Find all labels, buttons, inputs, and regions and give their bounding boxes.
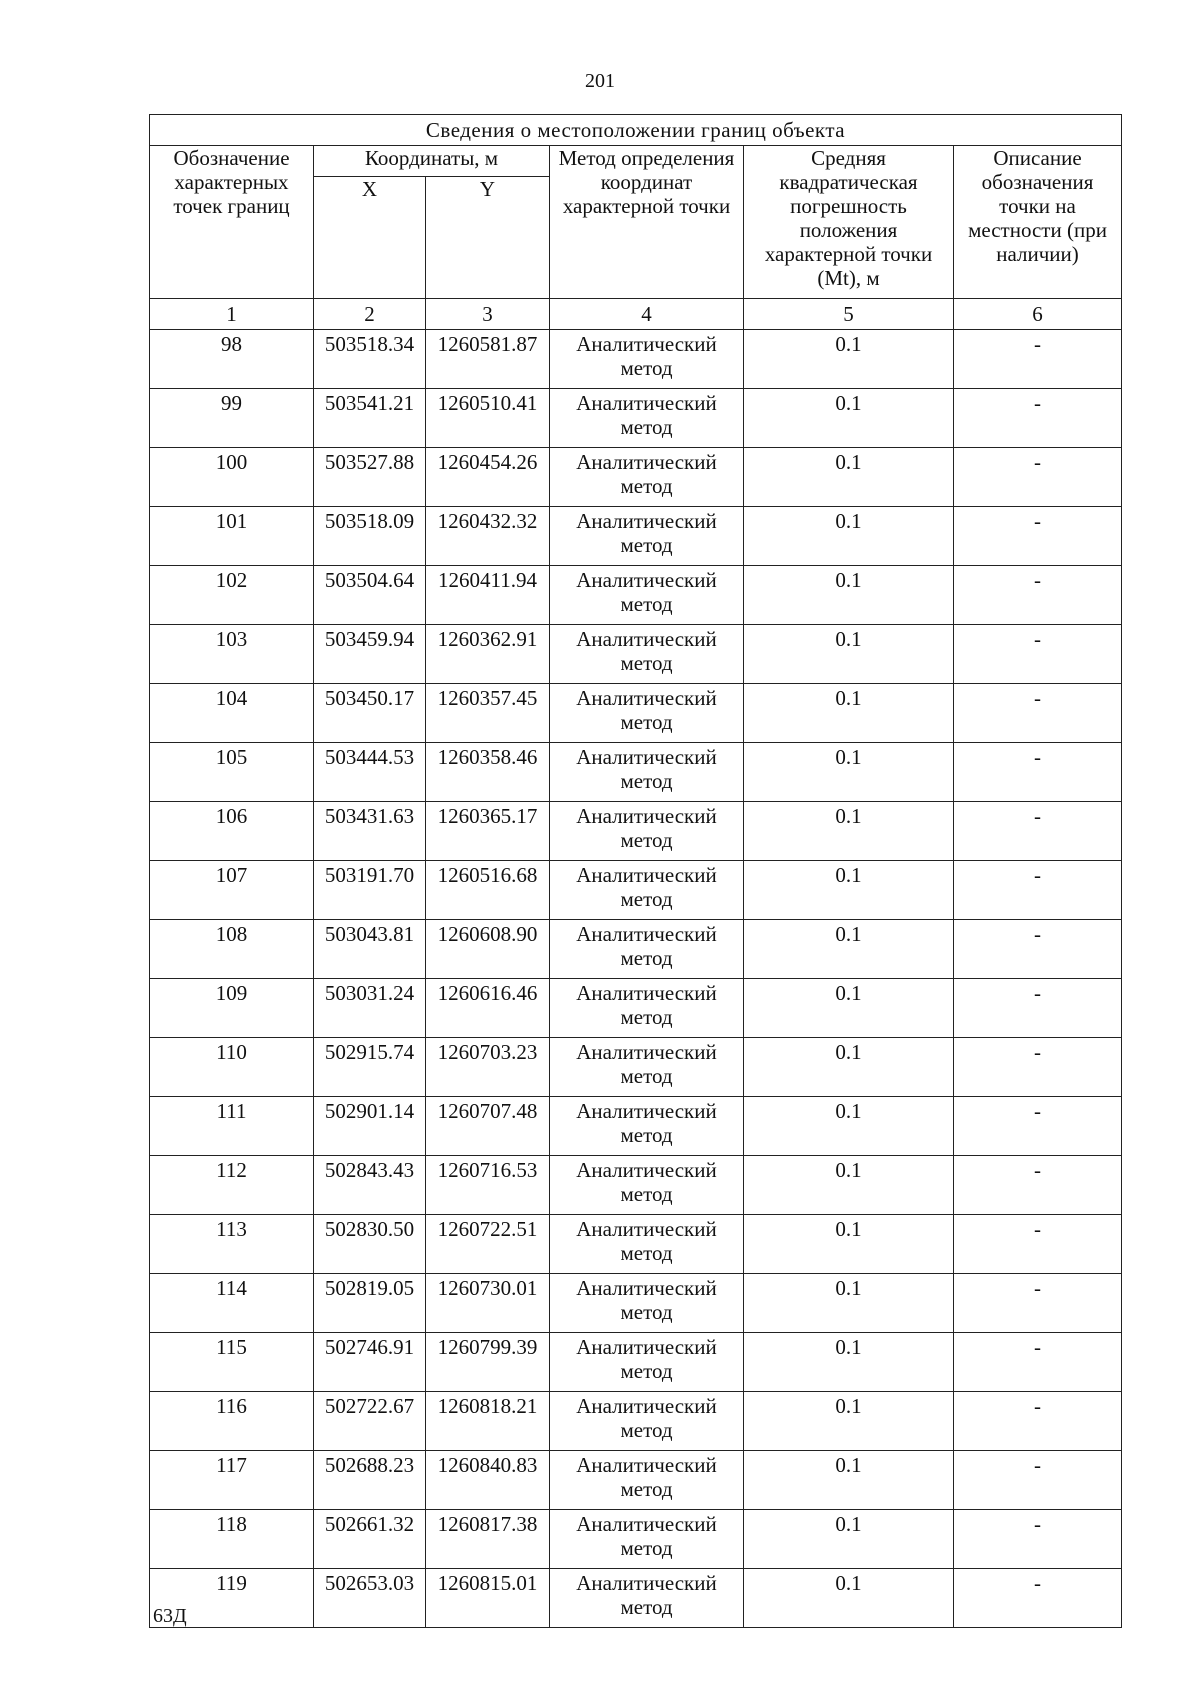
cell-description: -	[954, 389, 1122, 448]
table-row	[150, 1333, 1122, 1392]
table-body	[150, 330, 1122, 1628]
cell-y: 1260716.53	[426, 1156, 550, 1215]
table-row	[150, 1510, 1122, 1569]
table-row	[150, 743, 1122, 802]
table-row	[150, 389, 1122, 448]
cell-y: 1260616.46	[426, 979, 550, 1038]
cell-x: 503459.94	[314, 625, 426, 684]
header-point-designation: Обозначение характерных точек границ	[150, 146, 314, 299]
cell-description: -	[954, 1451, 1122, 1510]
cell-point: 108	[150, 920, 314, 979]
cell-method: Аналитический метод	[550, 1097, 744, 1156]
cell-y: 1260840.83	[426, 1451, 550, 1510]
cell-y: 1260358.46	[426, 743, 550, 802]
cell-mt: 0.1	[744, 625, 954, 684]
cell-method: Аналитический метод	[550, 920, 744, 979]
table-row	[150, 625, 1122, 684]
cell-method: Аналитический метод	[550, 1038, 744, 1097]
header-x: X	[314, 177, 426, 299]
cell-point: 105	[150, 743, 314, 802]
cell-description: -	[954, 1097, 1122, 1156]
page-number: 201	[585, 70, 615, 92]
cell-y: 1260581.87	[426, 330, 550, 389]
cell-y: 1260362.91	[426, 625, 550, 684]
table-row	[150, 1392, 1122, 1451]
cell-point: 116	[150, 1392, 314, 1451]
cell-y: 1260722.51	[426, 1215, 550, 1274]
cell-x: 502830.50	[314, 1215, 426, 1274]
cell-point: 111	[150, 1097, 314, 1156]
cell-x: 502901.14	[314, 1097, 426, 1156]
cell-point: 103	[150, 625, 314, 684]
header-y: Y	[426, 177, 550, 299]
cell-mt: 0.1	[744, 1274, 954, 1333]
cell-mt: 0.1	[744, 330, 954, 389]
cell-description: -	[954, 507, 1122, 566]
cell-description: -	[954, 684, 1122, 743]
cell-x: 503191.70	[314, 861, 426, 920]
cell-method: Аналитический метод	[550, 861, 744, 920]
cell-point: 113	[150, 1215, 314, 1274]
cell-y: 1260608.90	[426, 920, 550, 979]
cell-point: 100	[150, 448, 314, 507]
column-number: 2	[314, 299, 426, 330]
cell-x: 502661.32	[314, 1510, 426, 1569]
cell-mt: 0.1	[744, 1510, 954, 1569]
cell-point: 98	[150, 330, 314, 389]
cell-point: 114	[150, 1274, 314, 1333]
cell-mt: 0.1	[744, 979, 954, 1038]
cell-x: 503518.34	[314, 330, 426, 389]
table-title: Сведения о местоположении границ объекта	[150, 115, 1122, 146]
cell-mt: 0.1	[744, 566, 954, 625]
cell-description: -	[954, 920, 1122, 979]
cell-description: -	[954, 1392, 1122, 1451]
cell-mt: 0.1	[744, 861, 954, 920]
cell-point: 117	[150, 1451, 314, 1510]
cell-point: 110	[150, 1038, 314, 1097]
cell-description: -	[954, 1510, 1122, 1569]
cell-y: 1260818.21	[426, 1392, 550, 1451]
cell-point: 106	[150, 802, 314, 861]
cell-method: Аналитический метод	[550, 389, 744, 448]
cell-x: 503444.53	[314, 743, 426, 802]
cell-description: -	[954, 1569, 1122, 1628]
cell-x: 503518.09	[314, 507, 426, 566]
column-number: 3	[426, 299, 550, 330]
cell-mt: 0.1	[744, 920, 954, 979]
cell-mt: 0.1	[744, 1333, 954, 1392]
cell-description: -	[954, 566, 1122, 625]
cell-y: 1260817.38	[426, 1510, 550, 1569]
cell-point: 107	[150, 861, 314, 920]
cell-method: Аналитический метод	[550, 507, 744, 566]
cell-method: Аналитический метод	[550, 1156, 744, 1215]
cell-y: 1260730.01	[426, 1274, 550, 1333]
cell-method: Аналитический метод	[550, 448, 744, 507]
table-row	[150, 1097, 1122, 1156]
cell-x: 503043.81	[314, 920, 426, 979]
cell-y: 1260516.68	[426, 861, 550, 920]
cell-point: 99	[150, 389, 314, 448]
table-row	[150, 448, 1122, 507]
table-row	[150, 979, 1122, 1038]
cell-description: -	[954, 1156, 1122, 1215]
cell-y: 1260799.39	[426, 1333, 550, 1392]
cell-method: Аналитический метод	[550, 802, 744, 861]
header-method: Метод определения координат характерной точки	[550, 146, 744, 299]
cell-method: Аналитический метод	[550, 1569, 744, 1628]
cell-x: 503527.88	[314, 448, 426, 507]
table-row	[150, 861, 1122, 920]
cell-method: Аналитический метод	[550, 1274, 744, 1333]
table-row	[150, 802, 1122, 861]
cell-x: 503541.21	[314, 389, 426, 448]
cell-y: 1260815.01	[426, 1569, 550, 1628]
header-mt-error: Средняя квадратическая погрешность положения характерной точки (Mt), м	[744, 146, 954, 299]
cell-description: -	[954, 743, 1122, 802]
table-row	[150, 330, 1122, 389]
boundary-points-table	[149, 114, 1122, 1628]
cell-point: 102	[150, 566, 314, 625]
cell-x: 502653.03	[314, 1569, 426, 1628]
cell-method: Аналитический метод	[550, 330, 744, 389]
cell-description: -	[954, 979, 1122, 1038]
cell-mt: 0.1	[744, 1451, 954, 1510]
cell-x: 503450.17	[314, 684, 426, 743]
cell-description: -	[954, 625, 1122, 684]
table-row	[150, 1451, 1122, 1510]
column-number: 5	[744, 299, 954, 330]
cell-mt: 0.1	[744, 1215, 954, 1274]
cell-method: Аналитический метод	[550, 684, 744, 743]
cell-x: 502688.23	[314, 1451, 426, 1510]
column-number: 6	[954, 299, 1122, 330]
cell-mt: 0.1	[744, 448, 954, 507]
cell-description: -	[954, 1215, 1122, 1274]
cell-mt: 0.1	[744, 1392, 954, 1451]
cell-point: 118	[150, 1510, 314, 1569]
column-numbers-row	[150, 299, 1122, 330]
cell-y: 1260365.17	[426, 802, 550, 861]
cell-y: 1260357.45	[426, 684, 550, 743]
cell-y: 1260510.41	[426, 389, 550, 448]
table-row	[150, 684, 1122, 743]
cell-y: 1260454.26	[426, 448, 550, 507]
table-row	[150, 1274, 1122, 1333]
cell-description: -	[954, 861, 1122, 920]
cell-mt: 0.1	[744, 743, 954, 802]
cell-method: Аналитический метод	[550, 743, 744, 802]
cell-mt: 0.1	[744, 684, 954, 743]
cell-point: 112	[150, 1156, 314, 1215]
cell-method: Аналитический метод	[550, 979, 744, 1038]
cell-description: -	[954, 802, 1122, 861]
cell-mt: 0.1	[744, 1038, 954, 1097]
cell-method: Аналитический метод	[550, 566, 744, 625]
cell-mt: 0.1	[744, 1097, 954, 1156]
cell-x: 502746.91	[314, 1333, 426, 1392]
table-row	[150, 1038, 1122, 1097]
cell-mt: 0.1	[744, 1569, 954, 1628]
header-coordinates: Координаты, м	[314, 146, 550, 177]
cell-point: 119	[150, 1569, 314, 1628]
cell-x: 503504.64	[314, 566, 426, 625]
cell-mt: 0.1	[744, 802, 954, 861]
cell-mt: 0.1	[744, 507, 954, 566]
table-row	[150, 1569, 1122, 1628]
cell-point: 115	[150, 1333, 314, 1392]
cell-x: 502915.74	[314, 1038, 426, 1097]
cell-x: 502819.05	[314, 1274, 426, 1333]
cell-mt: 0.1	[744, 1156, 954, 1215]
cell-description: -	[954, 448, 1122, 507]
table-row	[150, 1156, 1122, 1215]
cell-method: Аналитический метод	[550, 1333, 744, 1392]
cell-y: 1260703.23	[426, 1038, 550, 1097]
table-row	[150, 507, 1122, 566]
table-row	[150, 920, 1122, 979]
cell-description: -	[954, 330, 1122, 389]
cell-description: -	[954, 1274, 1122, 1333]
cell-x: 502843.43	[314, 1156, 426, 1215]
cell-method: Аналитический метод	[550, 1510, 744, 1569]
table-row	[150, 566, 1122, 625]
cell-mt: 0.1	[744, 389, 954, 448]
cell-y: 1260707.48	[426, 1097, 550, 1156]
cell-x: 502722.67	[314, 1392, 426, 1451]
cell-description: -	[954, 1038, 1122, 1097]
footer-code: 63Д	[153, 1605, 187, 1627]
cell-method: Аналитический метод	[550, 1392, 744, 1451]
cell-x: 503431.63	[314, 802, 426, 861]
cell-y: 1260432.32	[426, 507, 550, 566]
cell-x: 503031.24	[314, 979, 426, 1038]
cell-point: 104	[150, 684, 314, 743]
cell-y: 1260411.94	[426, 566, 550, 625]
table-row	[150, 1215, 1122, 1274]
cell-method: Аналитический метод	[550, 625, 744, 684]
header-description: Описание обозначения точки на местности (при наличии)	[954, 146, 1122, 299]
cell-method: Аналитический метод	[550, 1215, 744, 1274]
cell-method: Аналитический метод	[550, 1451, 744, 1510]
column-number: 4	[550, 299, 744, 330]
column-number: 1	[150, 299, 314, 330]
cell-description: -	[954, 1333, 1122, 1392]
cell-point: 109	[150, 979, 314, 1038]
cell-point: 101	[150, 507, 314, 566]
